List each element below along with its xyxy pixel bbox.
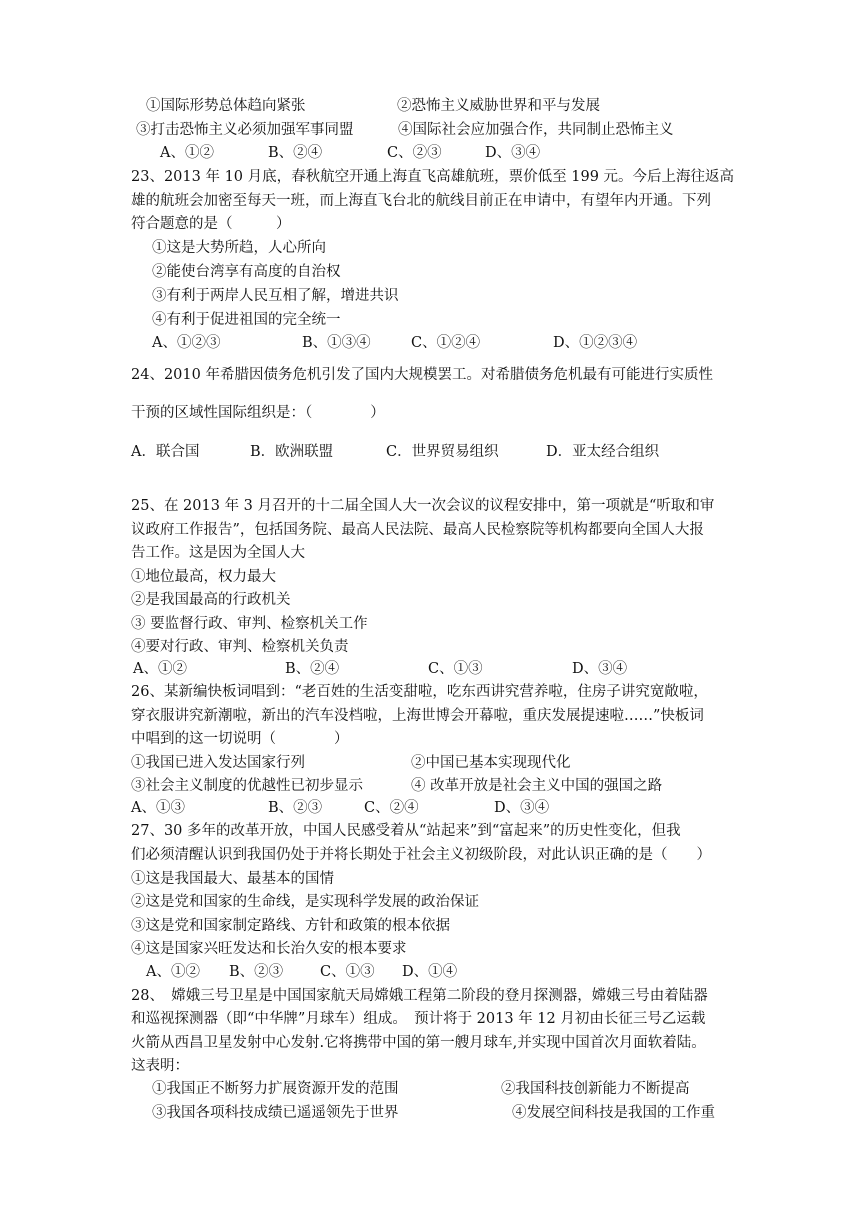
text-line: A．联合国 [131,444,200,460]
text-line: 28、 嫦娥三号卫星是中国国家航天局嫦娥工程第二阶段的登月探测器，嫦娥三号由着陆器 [131,988,708,1004]
text-line: ①我国正不断努力扩展资源开发的范围 [152,1081,399,1097]
text-line: 雄的航班会加密至每天一班，而上海直飞台北的航线目前正在申请中，有望年内开通。下列 [131,193,711,209]
text-line: D、③④ [572,661,628,677]
text-line: C、②④ [364,800,419,816]
text-line: B、②③ [268,800,323,816]
text-line: ③我国各项科技成绩已遥遥领先于世界 [152,1105,399,1121]
text-line: ①国际形势总体趋向紧张 [146,98,306,114]
text-line: ③社会主义制度的优越性已初步显示 [131,778,363,794]
text-line: 23、2013 年 10 月底，春秋航空开通上海直飞高雄航班，票价低至 199 元。今后上海往返高 [131,169,735,185]
text-line: ①这是我国最大、最基本的国情 [131,871,334,887]
text-line: A、①②③ [152,335,221,351]
text-line: 25、在 2013 年 3 月召开的十二届全国人大一次会议的议程安排中，第一项就是“听取和审 [131,498,715,514]
text-line: ④ 改革开放是社会主义中国的强国之路 [411,778,663,794]
text-line: 议政府工作报告”，包括国务院、最高人民法院、最高人民检察院等机构都要向全国人大报 [131,522,704,538]
text-line: ④发展空间科技是我国的工作重 [512,1105,715,1121]
text-line: C、②③ [387,145,442,161]
text-line: 24、2010 年希腊因债务危机引发了国内大规模罢工。对希腊债务危机最有可能进行实质性 [131,367,713,383]
text-line: ②恐怖主义威胁世界和平与发展 [397,98,600,114]
text-line: ④有利于促进祖国的完全统一 [152,312,341,328]
text-line: A、①② [146,964,200,980]
text-line: ③ 要监督行政、审判、检察机关工作 [131,616,368,632]
text-line: ④这是国家兴旺发达和长治久安的根本要求 [131,941,407,957]
text-line: D、③④ [494,800,550,816]
text-line: C、①②④ [411,335,481,351]
text-line: 们必须清醒认识到我国仍处于并将长期处于社会主义初级阶段，对此认识正确的是（ ） [131,847,711,863]
text-line: B、①③④ [302,335,371,351]
text-line: ③打击恐怖主义必须加强军事同盟 [136,122,354,138]
text-line: D、①②③④ [553,335,638,351]
text-line: 26、某新编快板词唱到：“老百姓的生活变甜啦，吃东西讲究营养啦，住房子讲究宽敞啦， [131,684,708,700]
text-line: 干预的区域性国际组织是：（ ） [131,405,385,421]
text-line: ③有利于两岸人民互相了解，增进共识 [152,288,399,304]
text-line: A、①② [160,145,214,161]
text-line: C．世界贸易组织 [386,444,499,460]
text-line: ②是我国最高的行政机关 [131,592,291,608]
text-line: A、①② [133,661,187,677]
text-line: ②中国已基本实现现代化 [411,755,571,771]
text-line: 告工作。这是因为全国人大 [131,545,305,561]
text-line: ③这是党和国家制定路线、方针和政策的根本依据 [131,918,450,934]
text-line: B、②③ [229,964,284,980]
text-line: 27、30 多年的改革开放，中国人民感受着从“站起来”到“富起来”的历史性变化，但我 [131,823,681,839]
text-line: ④国际社会应加强合作，共同制止恐怖主义 [398,122,674,138]
text-line: ②这是党和国家的生命线，是实现科学发展的政治保证 [131,894,479,910]
text-line: 这表明： [131,1058,189,1074]
text-line: ①地位最高，权力最大 [131,569,276,585]
text-line: D、①④ [402,964,458,980]
text-line: D．亚太经合组织 [546,444,660,460]
text-line: C、①③ [320,964,375,980]
text-line: 穿衣服讲究新潮啦，新出的汽车没档啦，上海世博会开幕啦，重庆发展提速啦……”快板词 [131,708,704,724]
text-line: ②我国科技创新能力不断提高 [501,1081,690,1097]
text-line: C、①③ [428,661,483,677]
text-line: ①我国已进入发达国家行列 [131,755,305,771]
text-line: ②能使台湾享有高度的自治权 [152,264,341,280]
text-line: 符合题意的是（ ） [131,216,291,232]
text-line: B、②④ [268,145,323,161]
text-line: 火箭从西昌卫星发射中心发射.它将携带中国的第一艘月球车,并实现中国首次月面软着陆。 [131,1035,706,1051]
text-line: A、①③ [131,800,185,816]
text-line: 和巡视探测器（即“中华牌”月球车）组成。 预计将于 2013 年 12 月初由长征三号乙运载 [131,1011,706,1027]
text-line: B、②④ [285,661,340,677]
text-line: ④要对行政、审判、检察机关负责 [131,639,349,655]
text-line: 中唱到的这一切说明（ ） [131,731,349,747]
text-line: ①这是大势所趋，人心所向 [152,240,326,256]
text-line: B．欧洲联盟 [250,444,334,460]
text-line: D、③④ [485,145,541,161]
